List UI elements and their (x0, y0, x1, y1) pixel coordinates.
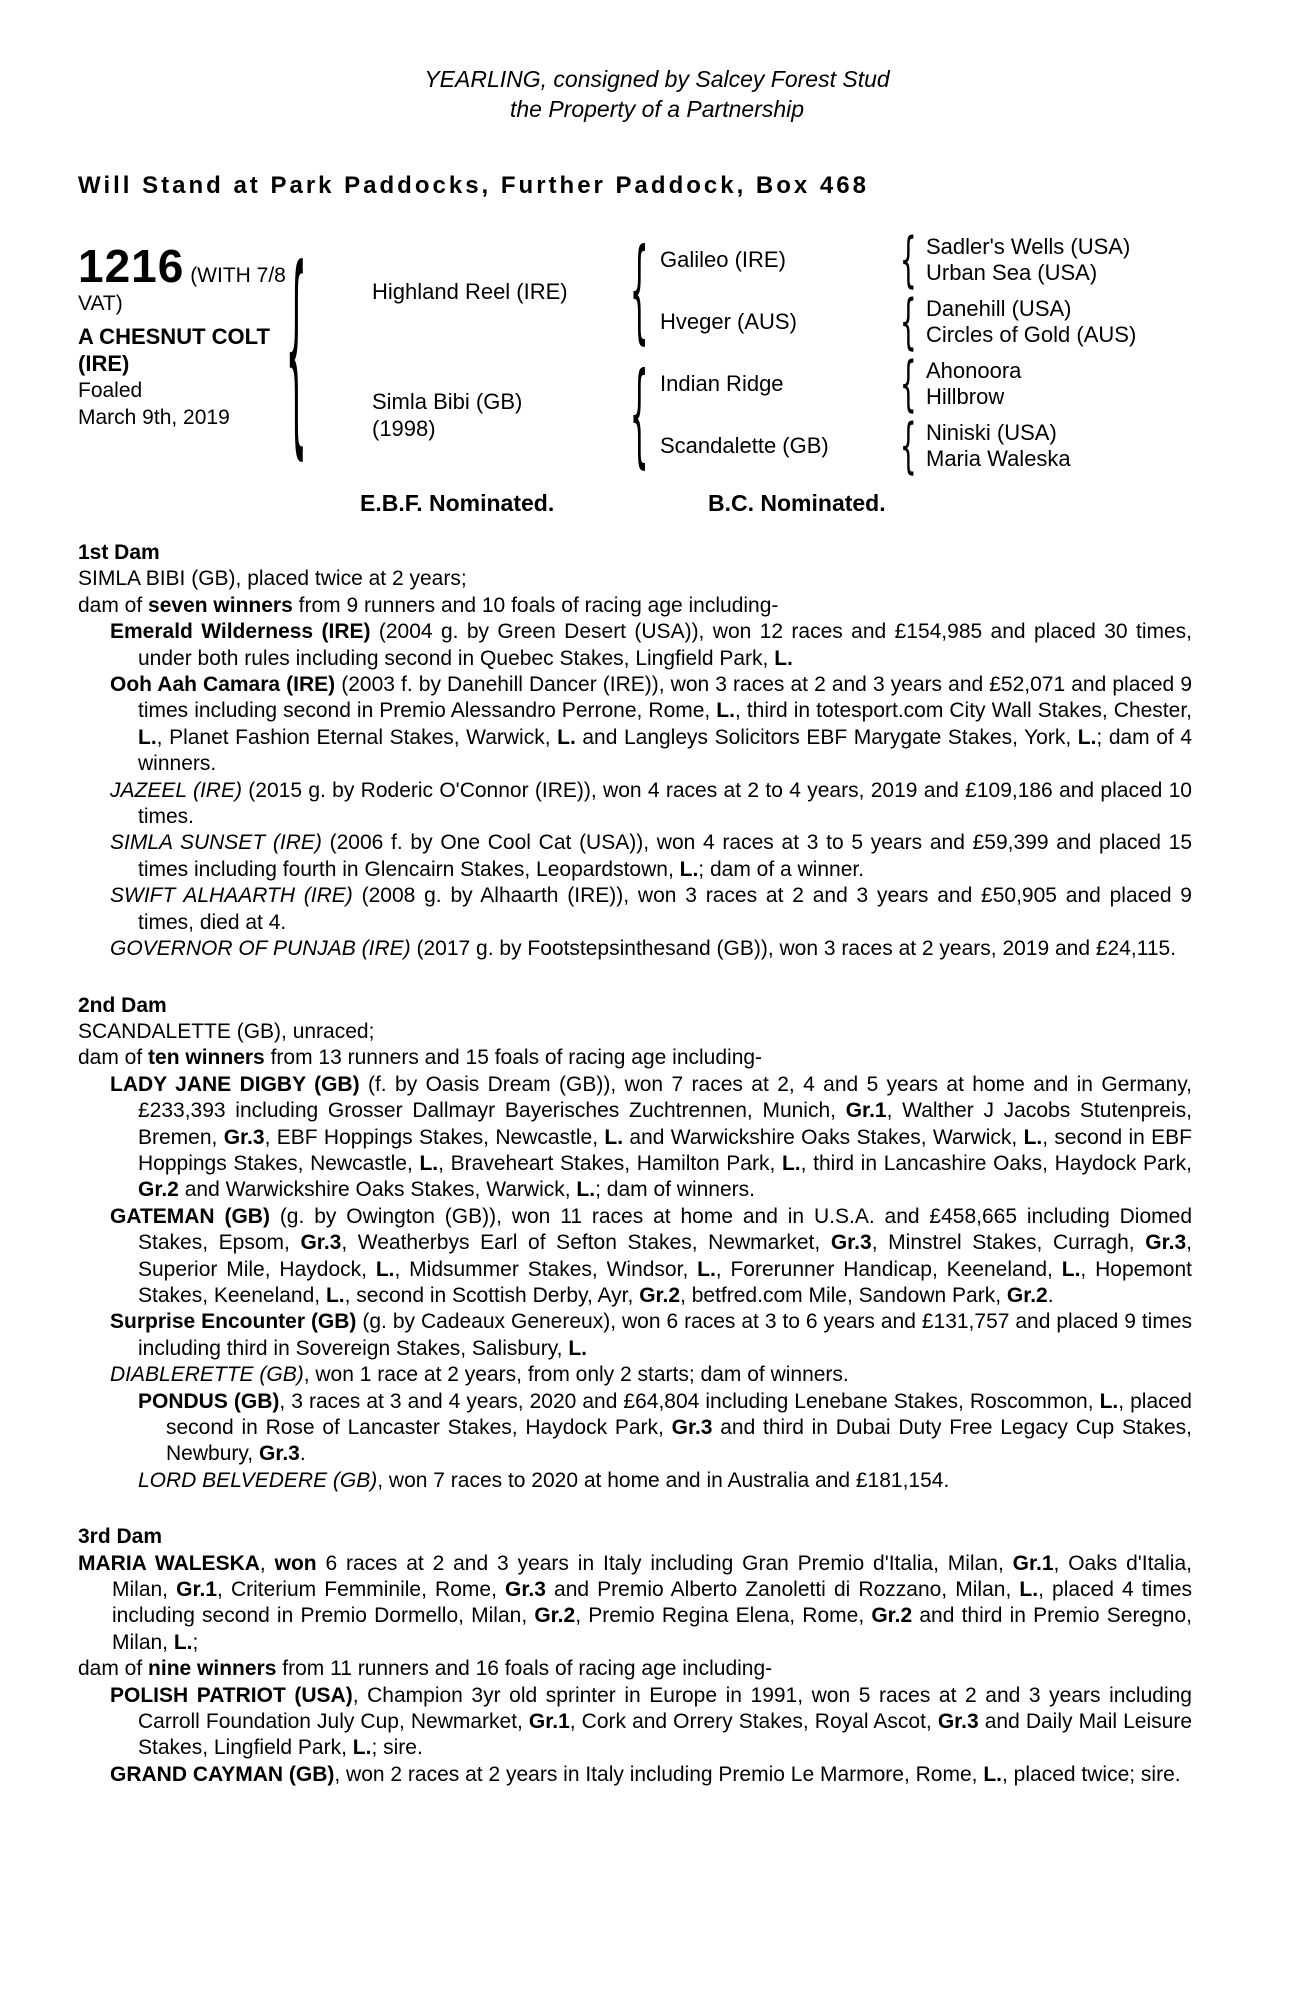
section-title: 2nd Dam (78, 993, 167, 1017)
paragraph: dam of ten winners from 13 runners and 15 foals of racing age including- (78, 1046, 763, 1070)
pedigree-brace-sire: { (629, 224, 649, 357)
pedigree-tree (276, 223, 1137, 481)
paragraph: LADY JANE DIGBY (GB) (f. by Oasis Dream (GB)), won 7 races at 2, 4 and 5 years at home and in Germany, £233,393 including Grosser Dallmayr Bayerisches Zuchtrennen, Munich, Gr.1, Walther J Jacobs Stutenpreis, Bremen, Gr.3, EBF Hoppings Stakes, Newcastle, L. and Warwickshire Oaks Stakes, Warwick, L., second in EBF Hoppings Stakes, Newcastle, L., Braveheart Stakes, Hamilton Park, L., third in Lancashire Oaks, Haydock Park, Gr.2 and Warwickshire Oaks Stakes, Warwick, L.; dam of winners. (110, 1072, 1193, 1202)
dam-sire-name: Indian Ridge (660, 371, 784, 396)
nomination-line (0, 490, 1314, 520)
dam-name-block (316, 388, 626, 442)
lot-vat-note: (WITH 7/8 VAT) (78, 264, 286, 315)
paragraph: LORD BELVEDERE (GB), won 7 races to 2020 at home and in Australia and £181,154. (138, 1468, 950, 1492)
lot-number: 1216 (78, 240, 185, 292)
paragraph: GOVERNOR OF PUNJAB (IRE) (2017 g. by Footstepsinthesand (GB)), won 3 races at 2 years, 2019 and £24,115. (110, 937, 1177, 961)
pedigree-brace-sire-sire: { (899, 224, 917, 295)
sire-branch (316, 224, 1137, 357)
sire-dam-sire: Danehill (USA) (926, 296, 1072, 321)
property-line: the Property of a Partnership (509, 96, 805, 122)
paragraph: GRAND CAYMAN (GB), won 2 races at 2 years in Italy including Premio Le Marmore, Rome, L., placed twice; sire. (110, 1762, 1181, 1786)
lot-number-line (78, 242, 303, 317)
dam-year: (1998) (372, 416, 436, 441)
foaled-label: Foaled (78, 379, 143, 402)
foaled-date: March 9th, 2019 (78, 406, 230, 429)
paragraph: SCANDALETTE (GB), unraced; (78, 1019, 375, 1043)
stand-location-line: Will Stand at Park Paddocks, Further Paddock, Box 468 (78, 172, 869, 199)
sire-dam-dam: Circles of Gold (AUS) (926, 322, 1137, 347)
pedigree-brace-dam-dam: { (899, 410, 917, 481)
pedigree-brace-sire-dam: { (899, 286, 917, 357)
paragraph: DIABLERETTE (GB), won 1 race at 2 years, from only 2 starts; dam of winners. (110, 1363, 849, 1387)
paragraph: SIMLA SUNSET (IRE) (2006 f. by One Cool Cat (USA)), won 4 races at 3 to 5 years and £59,399 and placed 15 times including fourth in Glencairn Stakes, Leopardstown, L.; dam of a winner. (110, 831, 1192, 881)
dam-branch (316, 348, 1136, 481)
paragraph: dam of nine winners from 11 runners and 16 foals of racing age including- (78, 1657, 773, 1681)
paragraph: PONDUS (GB), 3 races at 3 and 4 years, 2020 and £64,804 including Lenebane Stakes, Roscommon, L., placed second in Rose of Lancaster Stakes, Haydock Park, Gr.3 and third in Dubai Duty Free Legacy Cup Stakes, Newbury, Gr.3. (138, 1389, 1193, 1466)
consignor-line: YEARLING, consigned by Salcey Forest Stud (424, 66, 890, 92)
bc-nominated: B.C. Nominated. (708, 490, 886, 516)
consignor-block (0, 64, 1314, 124)
dam-sire-dam: Hillbrow (926, 384, 1005, 409)
paragraph: SIMLA BIBI (GB), placed twice at 2 years; (78, 567, 467, 591)
pedigree-brace-dam-sire: { (899, 348, 917, 419)
paragraph: JAZEEL (IRE) (2015 g. by Roderic O'Connor (IRE)), won 4 races at 2 to 4 years, 2019 and £109,186 and placed 10 times. (110, 778, 1192, 829)
section-title: 3rd Dam (78, 1525, 163, 1549)
dam-section (78, 1524, 1192, 1788)
sire-dam-name: Hveger (AUS) (660, 309, 797, 334)
dam-section (78, 993, 1192, 1495)
dam-name: Simla Bibi (GB) (372, 389, 523, 414)
dam-sire-sire: Ahonoora (926, 358, 1022, 383)
paragraph: SWIFT ALHAARTH (IRE) (2008 g. by Alhaarth (IRE)), won 3 races at 2 and 3 years and £50,905 and placed 9 times, died at 4. (110, 884, 1192, 934)
sire-sire-name: Galileo (IRE) (660, 247, 786, 272)
pedigree-brace-main: { (285, 223, 307, 481)
dam-dam-sire: Niniski (USA) (926, 420, 1057, 445)
paragraph: GATEMAN (GB) (g. by Owington (GB)), won 11 races at home and in U.S.A. and £458,665 including Diomed Stakes, Epsom, Gr.3, Weatherbys Earl of Sefton Stakes, Newmarket, Gr.3, Minstrel Stakes, Curragh, Gr.3, Superior Mile, Haydock, L., Midsummer Stakes, Windsor, L., Forerunner Handicap, Keeneland, L., Hopemont Stakes, Keeneland, L., second in Scottish Derby, Ayr, Gr.2, betfred.com Mile, Sandown Park, Gr.2. (110, 1204, 1192, 1307)
pedigree-text (78, 540, 1192, 1788)
pedigree-generations (316, 224, 1137, 481)
paragraph: dam of seven winners from 9 runners and 10 foals of racing age including- (78, 593, 779, 617)
paragraph: Emerald Wilderness (IRE) (2004 g. by Green Desert (USA)), won 12 races and £154,985 and placed 30 times, under both rules including second in Quebec Stakes, Lingfield Park, L. (110, 620, 1192, 670)
ebf-nominated: E.B.F. Nominated. (360, 490, 555, 516)
sire-sire-dam: Urban Sea (USA) (926, 260, 1098, 285)
paragraph: MARIA WALESKA, won 6 races at 2 and 3 years in Italy including Gran Premio d'Italia, Milan, Gr.1, Oaks d'Italia, Milan, Gr.1, Criterium Femminile, Rome, Gr.3 and Premio Alberto Zanoletti di Rozzano, Milan, L., placed 4 times including second in Premio Dormello, Milan, Gr.2, Premio Regina Elena, Rome, Gr.2 and third in Premio Seregno, Milan, L.; (78, 1551, 1193, 1654)
sire-sire-sire: Sadler's Wells (USA) (926, 234, 1131, 259)
dam-dam-dam: Maria Waleska (926, 446, 1071, 471)
dam-dam-name: Scandalette (GB) (660, 433, 829, 458)
paragraph: POLISH PATRIOT (USA), Champion 3yr old sprinter in Europe in 1991, won 5 races at 2 and 3 years including Carroll Foundation July Cup, Newmarket, Gr.1, Cork and Orrery Stakes, Royal Ascot, Gr.3 and Daily Mail Leisure Stakes, Lingfield Park, L.; sire. (110, 1683, 1192, 1760)
pedigree-brace-dam: { (629, 348, 649, 481)
dam-section (78, 540, 1192, 963)
lot-description: A CHESNUT COLT (IRE) (78, 324, 270, 376)
sire-name: Highland Reel (IRE) (372, 278, 568, 304)
paragraph: Surprise Encounter (GB) (g. by Cadeaux Genereux), won 6 races at 3 to 6 years and £131,757 and placed 9 times including third in Sovereign Stakes, Salisbury, L. (110, 1310, 1192, 1360)
section-title: 1st Dam (78, 541, 160, 564)
paragraph: Ooh Aah Camara (IRE) (2003 f. by Danehill Dancer (IRE)), won 3 races at 2 and 3 years and £52,071 and placed 9 times including second in Premio Alessandro Perrone, Rome, L., third in totesport.com City Wall Stakes, Chester, L., Planet Fashion Eternal Stakes, Warwick, L. and Langleys Solicitors EBF Marygate Stakes, York, L.; dam of 4 winners. (110, 673, 1193, 776)
lot-block (78, 242, 303, 431)
